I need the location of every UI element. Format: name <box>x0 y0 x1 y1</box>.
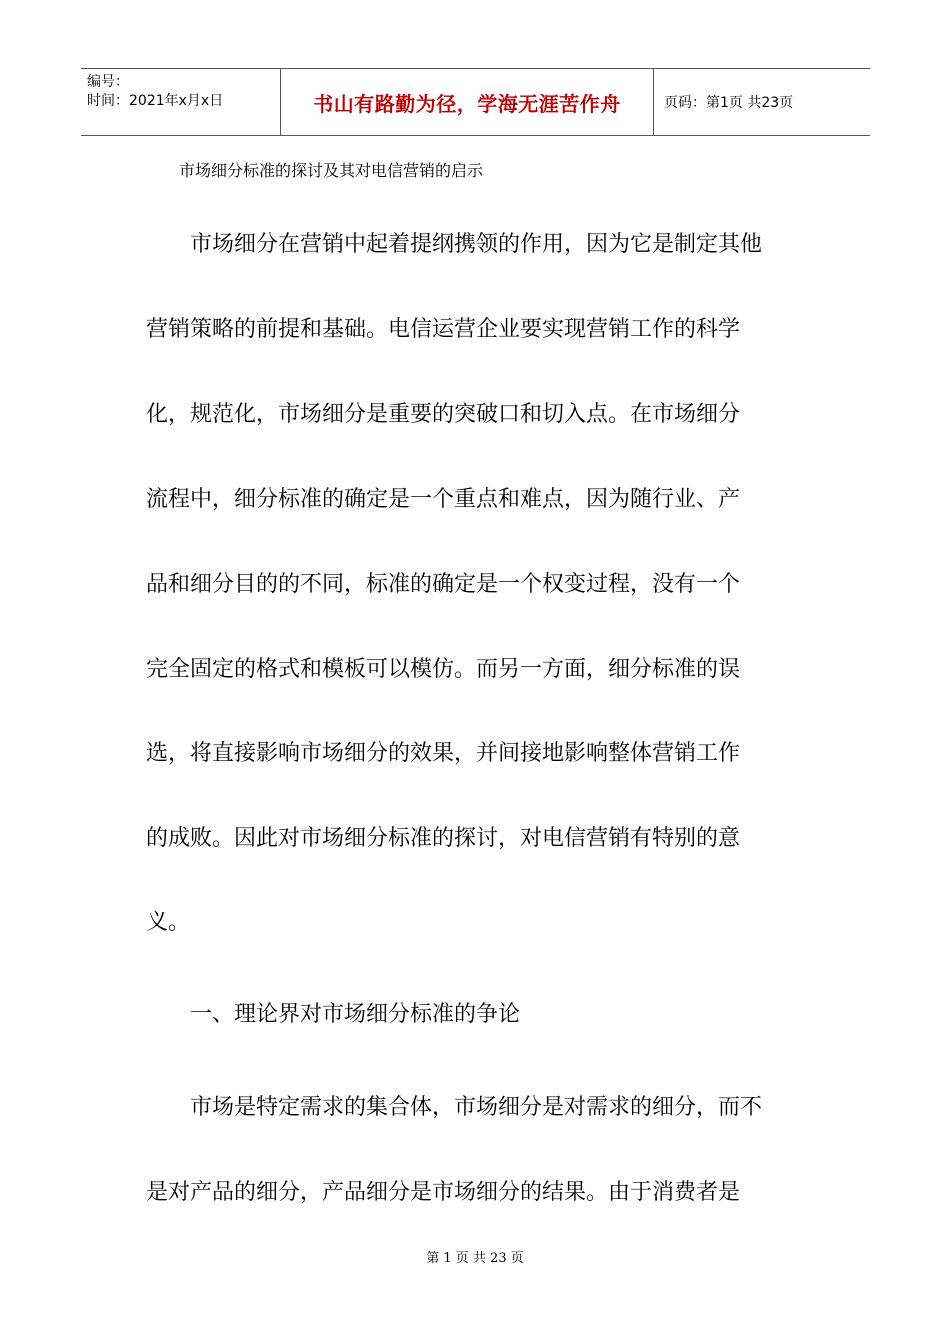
body-line: 义。 <box>146 910 191 935</box>
body-line: 品和细分目的的不同，标准的确定是一个权变过程，没有一个 <box>146 572 741 597</box>
page-footer: 第 1 页 共 23 页 <box>426 1251 524 1266</box>
body-line: 化，规范化，市场细分是重要的突破口和切入点。在市场细分 <box>146 402 741 427</box>
header-page-info: 页码：第1页 共23页 <box>664 95 794 111</box>
page-header <box>81 68 870 136</box>
body-line: 的成败。因此对市场细分标准的探讨，对电信营销有特别的意 <box>146 826 741 851</box>
document-number-label: 编号： <box>87 74 129 90</box>
body-line: 市场细分在营销中起着提纲携领的作用，因为它是制定其他 <box>146 232 763 257</box>
document-time-label: 时间：2021年x月x日 <box>87 93 224 109</box>
header-meta <box>81 69 281 135</box>
body-line: 是对产品的细分，产品细分是市场细分的结果。由于消费者是 <box>146 1180 741 1205</box>
body-line: 选，将直接影响市场细分的效果，并间接地影响整体营销工作 <box>146 741 741 766</box>
section-heading: 一、理论界对市场细分标准的争论 <box>146 1002 521 1027</box>
document-subtitle: 市场细分标准的探讨及其对电信营销的启示 <box>179 161 484 180</box>
body-line: 流程中，细分标准的确定是一个重点和难点，因为随行业、产 <box>146 487 741 512</box>
body-line: 市场是特定需求的集合体，市场细分是对需求的细分，而不 <box>146 1095 763 1120</box>
body-line: 营销策略的前提和基础。电信运营企业要实现营销工作的科学 <box>146 317 741 342</box>
header-motto: 书山有路勤为径，学海无涯苦作舟 <box>281 69 654 135</box>
body-line: 完全固定的格式和模板可以模仿。而另一方面，细分标准的误 <box>146 657 741 682</box>
